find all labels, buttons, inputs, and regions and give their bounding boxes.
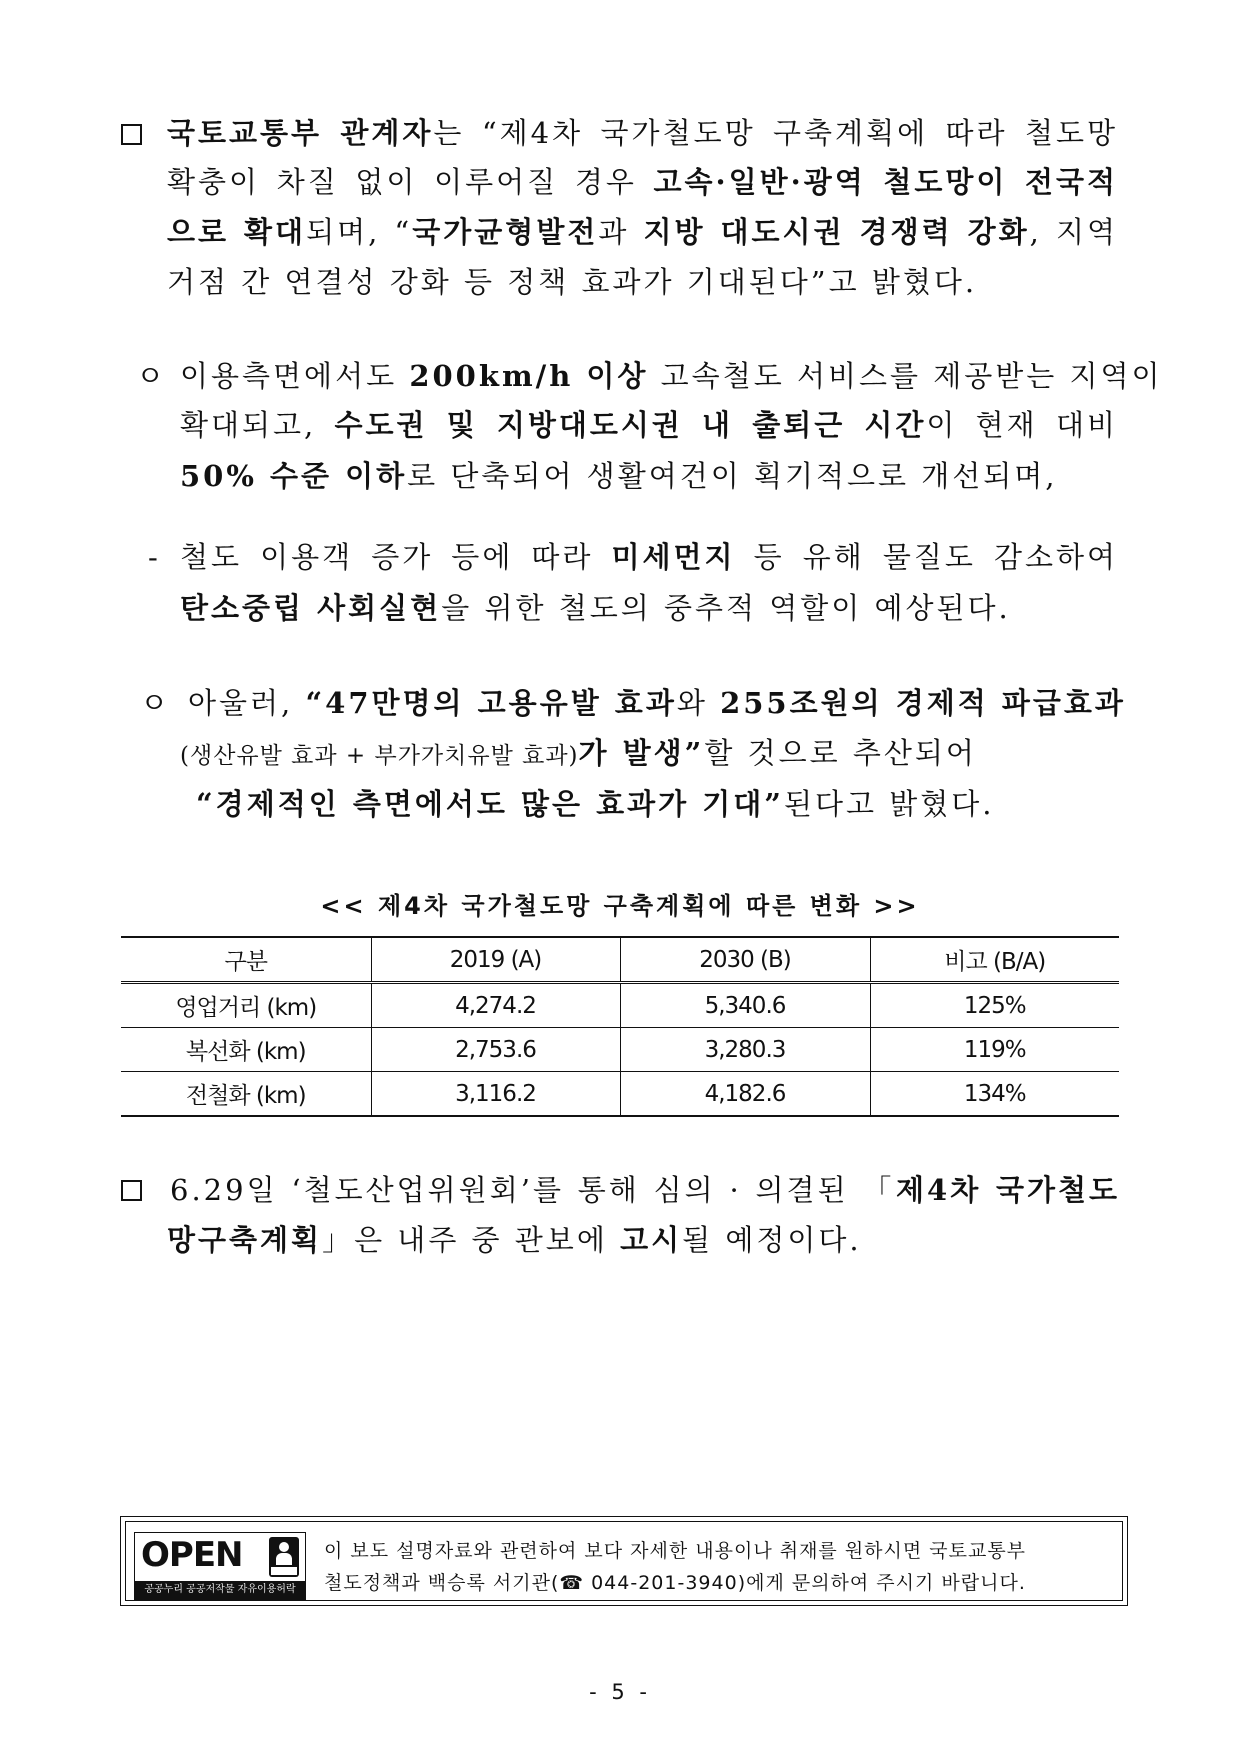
text: 아울러, <box>188 686 306 720</box>
text: 과 <box>598 215 644 249</box>
table-cell: 4,182.6 <box>620 1072 870 1117</box>
text-bold: 수도권 및 지방대도시권 내 출퇴근 시간 <box>334 408 927 442</box>
text: 는 “제4차 국가철도망 구축계획에 따라 철도망 <box>433 116 1118 150</box>
text-bold: “경제적인 측면에서도 많은 효과가 기대” <box>196 787 784 821</box>
checkbox-square-icon <box>121 1180 142 1201</box>
paragraph-1-line-2 <box>167 162 1118 202</box>
table-row <box>121 1028 1119 1072</box>
text-bold: 가 발생” <box>578 736 705 770</box>
text-bold: 국토교통부 관계자 <box>167 116 434 150</box>
text-bold: 망구축계획 <box>167 1223 323 1257</box>
text: 」은 내주 중 관보에 <box>322 1223 621 1257</box>
checkbox-square-icon <box>121 124 142 145</box>
footer-inner-border <box>125 1521 1123 1601</box>
footer-line-1: 이 보도 설명자료와 관련하여 보다 자세한 내용이나 취재를 원하시면 국토교통부 <box>324 1540 1027 1562</box>
text-bold: 255조원의 경제적 파급효과 <box>720 686 1126 720</box>
table-cell: 3,116.2 <box>371 1072 620 1117</box>
table-cell: 125% <box>870 983 1119 1028</box>
paragraph-3-line-1 <box>180 537 1118 577</box>
paragraph-4-line-1 <box>188 683 1126 723</box>
open-logo-bar: 공공누리 공공저작물 자유이용허락 <box>135 1581 305 1599</box>
text-bold: 지방 대도시권 경쟁력 강화 <box>643 215 1030 249</box>
text-small: (생산유발 효과 + 부가가치유발 효과) <box>180 743 579 769</box>
table-header-cell: 2019 (A) <box>371 937 620 983</box>
table-header-row <box>121 937 1119 983</box>
text: 로 단축되어 생활여건이 획기적으로 개선되며, <box>407 459 1058 493</box>
text-bold: 50% 수준 이하 <box>180 459 408 493</box>
text: 된다고 밝혔다. <box>783 787 995 821</box>
paragraph-2-line-3 <box>180 456 1058 496</box>
table-cell: 전철화 (km) <box>121 1072 371 1117</box>
table-cell: 2,753.6 <box>371 1028 620 1072</box>
table-header-cell: 구분 <box>121 937 371 983</box>
table-cell: 119% <box>870 1028 1119 1072</box>
paragraph-4-line-3 <box>196 784 995 824</box>
text-bold: 고속·일반·광역 철도망이 전국적 <box>653 165 1118 199</box>
paragraph-2-line-2 <box>180 405 1118 445</box>
text: 와 <box>676 686 721 720</box>
text: 거점 간 연결성 강화 등 정책 효과가 기대된다”고 밝혔다. <box>167 265 978 299</box>
table-cell: 4,274.2 <box>371 983 620 1028</box>
text: 을 위한 철도의 중추적 역할이 예상된다. <box>441 591 1011 625</box>
change-table <box>121 936 1119 1117</box>
text: 등 유해 물질도 감소하여 <box>735 540 1119 574</box>
paragraph-5-line-1 <box>170 1170 1120 1210</box>
table-cell: 5,340.6 <box>620 983 870 1028</box>
table-cell: 3,280.3 <box>620 1028 870 1072</box>
page-number: - 5 - <box>589 1680 651 1704</box>
bullet-dash: - <box>148 540 161 574</box>
text-bold: “47만명의 고용유발 효과 <box>305 686 677 720</box>
text: 철도 이용객 증가 등에 따라 <box>180 540 612 574</box>
paragraph-1-line-3 <box>167 212 1118 252</box>
text: 할 것으로 추산되어 <box>704 736 977 770</box>
table-row <box>121 983 1119 1028</box>
contact-footer-box <box>120 1516 1128 1606</box>
text-bold: 고시 <box>620 1223 683 1257</box>
text-bold: 미세먼지 <box>611 540 736 574</box>
text: 6.29일 ‘철도산업위원회’를 통해 심의 · 의결된 「 <box>170 1173 897 1207</box>
table-header-cell: 2030 (B) <box>620 937 870 983</box>
text: 확대되고, <box>180 408 335 442</box>
text: 확충이 차질 없이 이루어질 경우 <box>167 165 654 199</box>
text: 이용측면에서도 <box>180 359 410 393</box>
paragraph-1-line-4 <box>167 262 977 302</box>
text-bold: 제4차 국가철도 <box>896 1173 1120 1207</box>
paragraph-4-line-2 <box>180 733 977 776</box>
paragraph-1-line-1 <box>167 113 1118 153</box>
table-cell: 복선화 (km) <box>121 1028 371 1072</box>
text: 이 현재 대비 <box>926 408 1118 442</box>
attribution-person-icon <box>269 1537 299 1577</box>
paragraph-5-line-2 <box>167 1220 862 1260</box>
table-header-cell: 비고 (B/A) <box>870 937 1119 983</box>
open-logo-word: OPEN <box>141 1535 243 1575</box>
paragraph-3-line-2 <box>180 588 1011 628</box>
text-bold: 탄소중립 사회실현 <box>180 591 442 625</box>
text-bold: 국가균형발전 <box>412 215 599 249</box>
table-cell: 134% <box>870 1072 1119 1117</box>
bullet-circle: ㅇ <box>136 359 168 393</box>
kogl-open-logo <box>134 1532 306 1600</box>
text-bold: 200km/h 이상 <box>409 359 649 393</box>
text: , 지역 <box>1029 215 1119 249</box>
text: 되며, “ <box>306 215 413 249</box>
bullet-circle: ㅇ <box>140 686 172 720</box>
footer-line-2: 철도정책과 백승록 서기관(☎ 044-201-3940)에게 문의하여 주시기 바랍니다. <box>324 1572 1026 1594</box>
text: 고속철도 서비스를 제공받는 지역이 <box>648 359 1163 393</box>
text: 될 예정이다. <box>682 1223 862 1257</box>
paragraph-2-line-1 <box>180 356 1163 396</box>
table-row <box>121 1072 1119 1117</box>
table-cell: 영업거리 (km) <box>121 983 371 1028</box>
table-caption: << 제4차 국가철도망 구축계획에 따른 변화 >> <box>320 892 920 920</box>
text-bold: 으로 확대 <box>167 215 307 249</box>
